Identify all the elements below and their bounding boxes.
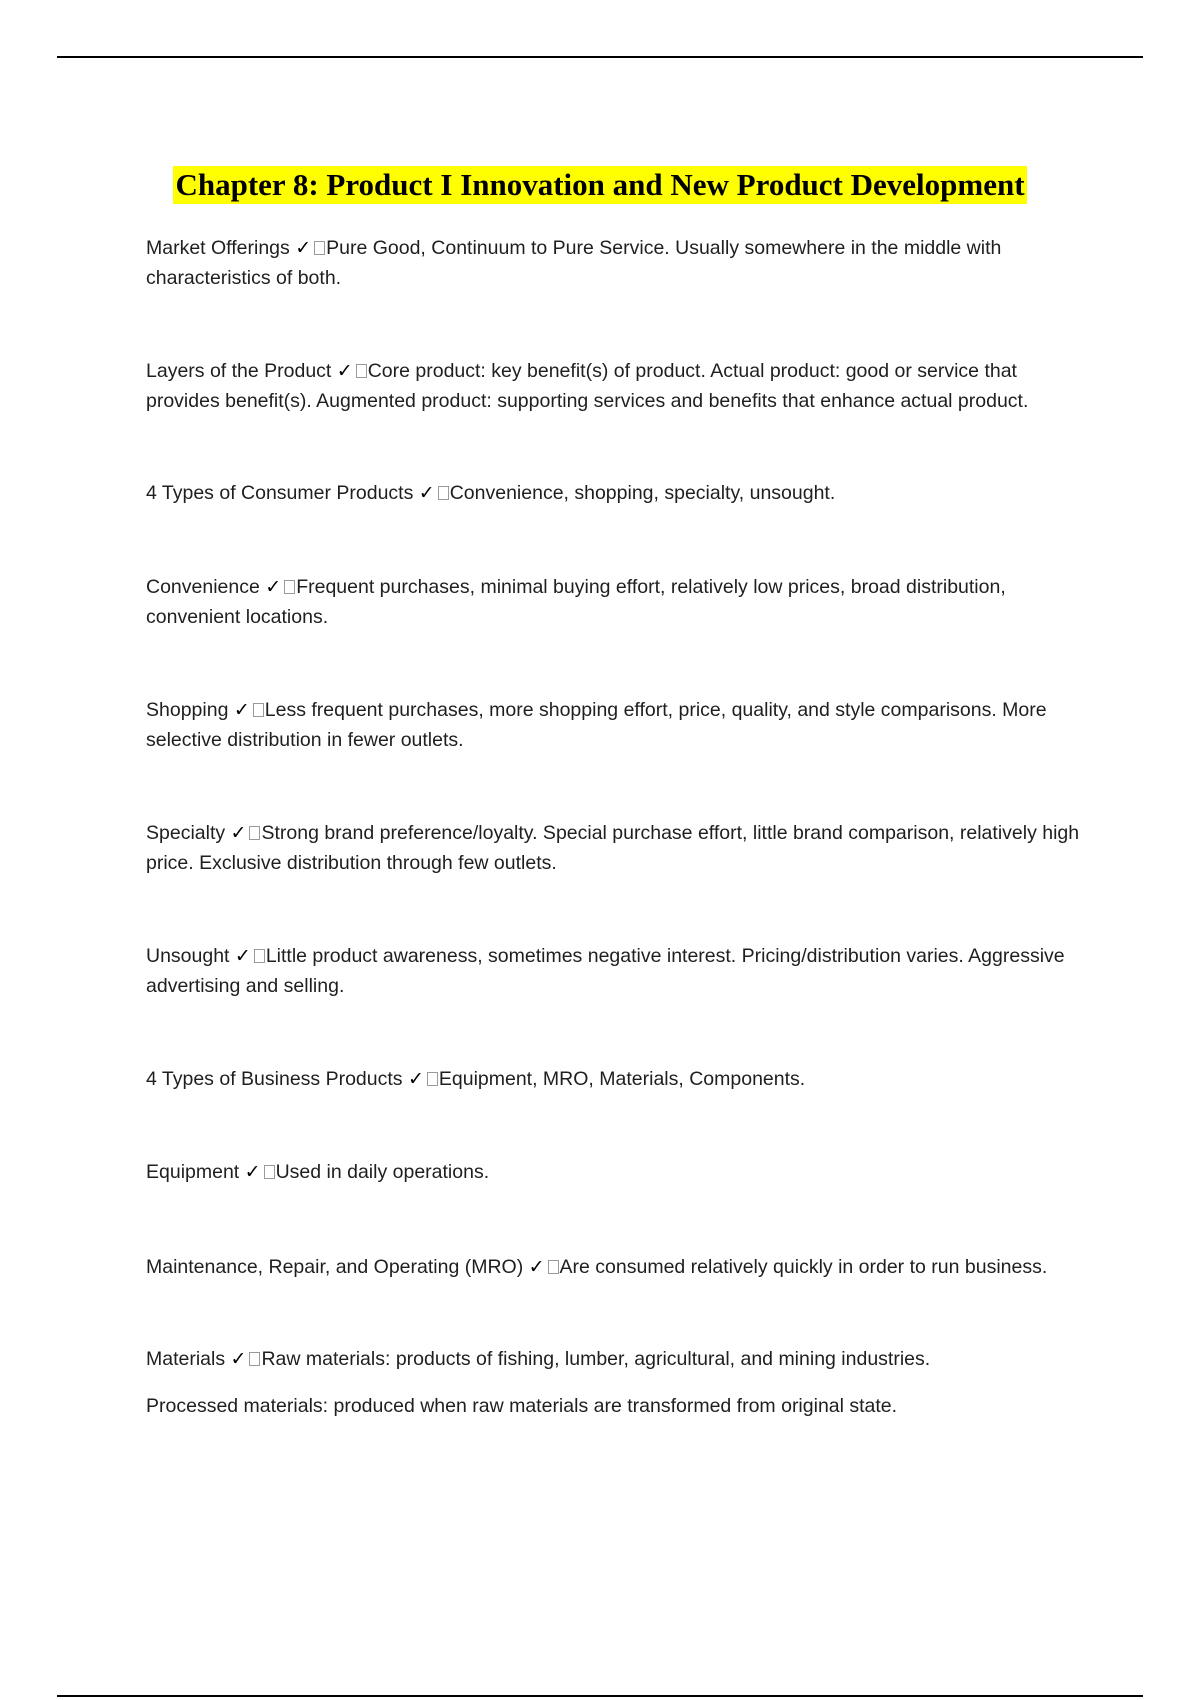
box-icon xyxy=(264,1165,275,1179)
entry-term: Equipment xyxy=(146,1161,240,1183)
box-icon xyxy=(314,241,325,255)
box-icon xyxy=(249,1352,260,1366)
box-icon xyxy=(427,1072,438,1086)
box-icon xyxy=(249,826,260,840)
page-title: Chapter 8: Product I Innovation and New Product Development xyxy=(175,167,1025,202)
top-rule xyxy=(57,56,1143,58)
entry-definition: Pure Good, Continuum to Pure Service. Usually somewhere in the middle with characteristics of both. xyxy=(146,237,1002,289)
entry-definition: Used in daily operations. xyxy=(275,1161,490,1183)
check-icon: ✓ xyxy=(418,482,435,504)
entry-definition: Are consumed relatively quickly in order to run business. xyxy=(559,1256,1048,1278)
check-icon: ✓ xyxy=(336,360,353,382)
entry-definition: Little product awareness, sometimes negative interest. Pricing/distribution varies. Aggressive advertising and selling. xyxy=(146,945,1065,997)
entry-term: Materials xyxy=(146,1348,226,1370)
entry-equipment xyxy=(146,1157,1096,1187)
entry-term: Market Offerings xyxy=(146,237,290,259)
entry-processed-materials xyxy=(146,1391,1096,1421)
box-icon xyxy=(438,486,449,500)
entry-definition: Less frequent purchases, more shopping effort, price, quality, and style comparisons. More selective distribution in fewer outlets. xyxy=(146,699,1047,751)
entry-unsought xyxy=(146,941,1096,1001)
entry-definition: Equipment, MRO, Materials, Components. xyxy=(438,1068,806,1090)
check-icon: ✓ xyxy=(265,576,282,598)
check-icon: ✓ xyxy=(230,1348,247,1370)
entry-term: Unsought xyxy=(146,945,230,967)
entry-specialty xyxy=(146,818,1096,878)
entry-term: Maintenance, Repair, and Operating (MRO) xyxy=(146,1256,524,1278)
entry-business-products xyxy=(146,1064,1096,1094)
check-icon: ✓ xyxy=(295,237,312,259)
bottom-rule xyxy=(57,1695,1143,1697)
check-icon: ✓ xyxy=(528,1256,545,1278)
box-icon xyxy=(253,703,264,717)
box-icon xyxy=(356,364,367,378)
entry-layers-of-product xyxy=(146,356,1096,416)
entry-mro xyxy=(146,1252,1096,1282)
box-icon xyxy=(284,580,295,594)
entry-market-offerings xyxy=(146,233,1096,293)
entry-definition: Raw materials: products of fishing, lumber, agricultural, and mining industries. xyxy=(261,1348,931,1370)
entry-term: Convenience xyxy=(146,576,260,598)
entry-term: 4 Types of Consumer Products xyxy=(146,482,414,504)
entry-definition: Strong brand preference/loyalty. Special purchase effort, little brand comparison, relatively high price. Exclusive distribution through few outlets. xyxy=(146,822,1080,874)
entry-definition: Core product: key benefit(s) of product. Actual product: good or service that provides benefit(s). Augmented product: supporting services and benefits that enhance actual product. xyxy=(146,360,1029,412)
check-icon: ✓ xyxy=(233,699,250,721)
entry-definition: Frequent purchases, minimal buying effort, relatively low prices, broad distribution, convenient locations. xyxy=(146,576,1006,628)
check-icon: ✓ xyxy=(244,1161,261,1183)
entry-term: Layers of the Product xyxy=(146,360,332,382)
entry-materials xyxy=(146,1344,1096,1374)
entry-term: 4 Types of Business Products xyxy=(146,1068,403,1090)
check-icon: ✓ xyxy=(234,945,251,967)
entry-shopping xyxy=(146,695,1096,755)
entry-definition: Convenience, shopping, specialty, unsought. xyxy=(449,482,836,504)
check-icon: ✓ xyxy=(230,822,247,844)
entry-convenience xyxy=(146,572,1096,632)
title-container xyxy=(0,166,1200,204)
entry-term: Specialty xyxy=(146,822,226,844)
entry-consumer-products xyxy=(146,478,1096,508)
box-icon xyxy=(254,949,265,963)
continuation-text: Processed materials: produced when raw materials are transformed from original state. xyxy=(146,1395,898,1417)
box-icon xyxy=(548,1260,559,1274)
check-icon: ✓ xyxy=(407,1068,424,1090)
entry-term: Shopping xyxy=(146,699,229,721)
